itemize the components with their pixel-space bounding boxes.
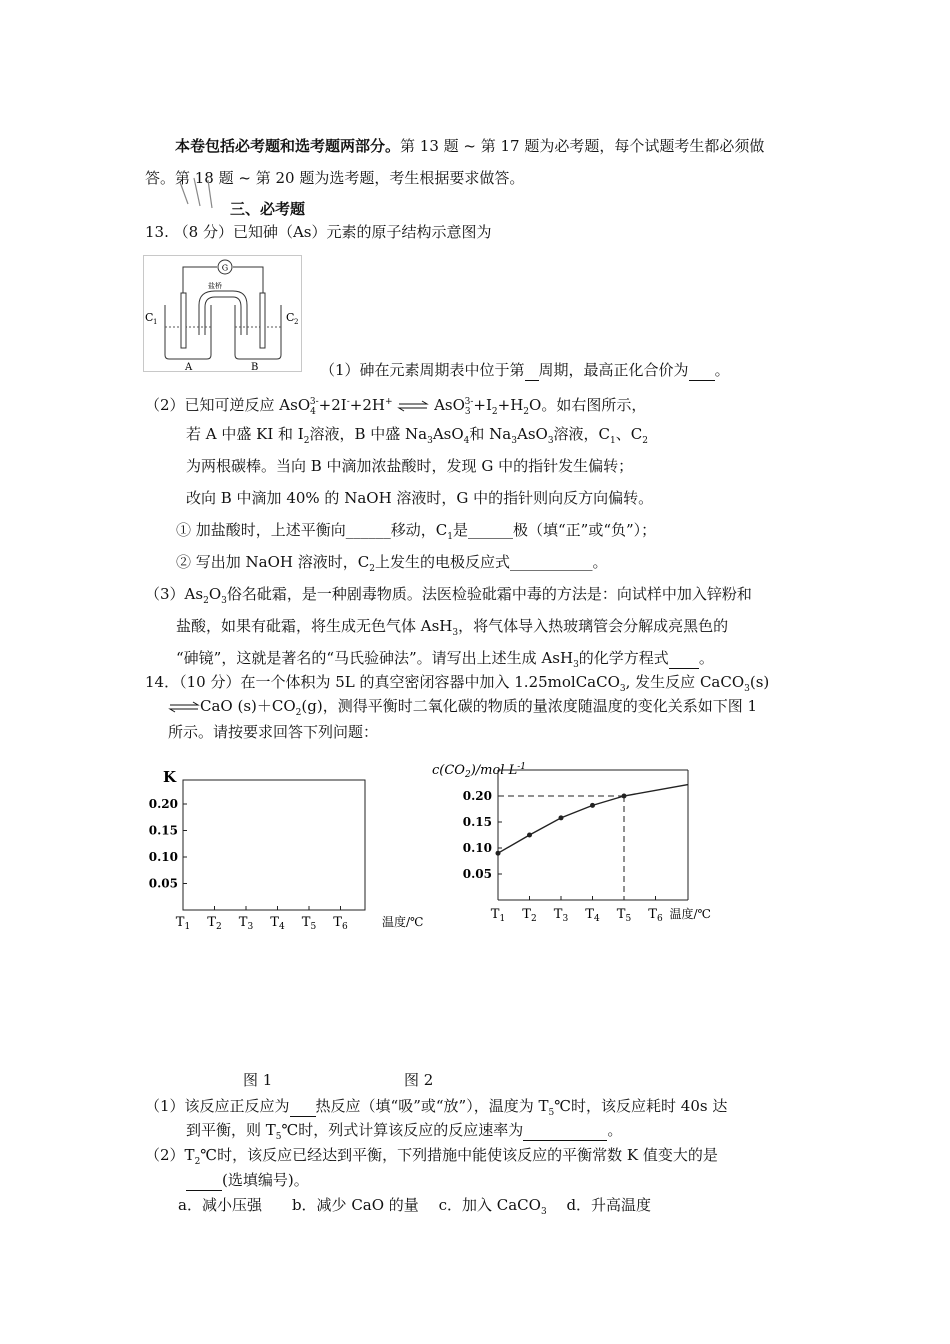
chart-k-vs-temperature [145,762,424,934]
series-line [498,785,688,854]
q13-part3-line3: “砷镜”，这就是著名的“马氏验砷法”。请写出上述生成 AsH$_3$的化学方程式 。 [176,649,714,670]
equilibrium-arrow-icon [169,702,199,712]
plot-frame [183,780,365,910]
q13-part2-line2: 若 A 中盛 KI 和 $I_2$溶液，B 中盛 $Na_3AsO_4$和 $Na_3AsO_3$溶液，$C_1$、$C_2$ [186,425,648,446]
x-tick-label: $T_5$ [616,907,632,924]
q14-options: a．减小压强 b．减少 CaO 的量 c．加入 CaCO$_3$ d．升高温度 [178,1196,652,1217]
x-tick-label: $T_2$ [522,907,537,924]
data-point [559,815,564,820]
y-tick-label: 0.05 [462,867,492,881]
y-axis-label: K [163,768,177,786]
equilibrium-arrow-icon [398,401,428,411]
svg-text:C: C [286,311,295,324]
y-tick-label: 0.15 [148,823,178,838]
q14-part2-line2: (选填编号)。 [186,1170,309,1191]
q13-part2-line1: （2）已知可逆反应 AsO$_4^{3-}$+2I-+2H+ $AsO_3^{3-}+I_2+H_2O$。如右图所示， [145,396,647,417]
q14-line3: 所示。请按要求回答下列问题： [168,723,379,741]
blank [523,1120,607,1141]
x-tick-label: $T_5$ [301,915,317,932]
x-tick-label: $T_4$ [270,915,285,932]
blank [689,360,715,381]
y-tick-label: 0.05 [148,876,178,891]
section-title: 三、必考题 [230,200,306,218]
data-point [590,803,595,808]
svg-text:A: A [185,362,193,373]
q13-part1: （1）砷在元素周期表中位于第 周期，最高正化合价为 。 [320,361,730,379]
x-tick-label: $T_2$ [207,915,222,932]
q13-number: 13. [145,223,169,241]
q13-part2-line4: 改向 B 中滴加 40% 的 NaOH 溶液时，G 中的指针则向反方向偏转。 [186,489,654,507]
intro-line-1 [175,136,764,156]
y-axis-label: $c(CO_2)$/mol $L^{-1}$ [432,762,527,780]
q14-part1-line2: 到平衡，则 $T_5℃$时，列式计算该反应的反应速率为 。 [186,1121,623,1142]
q13-stem-text: （8 分）已知砷（As）元素的原子结构示意图为 [173,223,492,241]
q13-stem [145,222,492,242]
y-tick-label: 0.20 [148,797,178,811]
y-tick-label: 0.10 [148,850,178,864]
q13-part2-q2: ② 写出加 NaOH 溶液时，$C_2$上发生的电极反应式___________。 [176,553,608,574]
blank [525,360,539,381]
x-axis-label: 温度/℃ [382,915,424,929]
y-tick-label: 0.15 [462,815,492,829]
q14-line2: CaO $(s)+CO_2(g)$，测得平衡时二氧化碳的物质的量浓度随温度的变化关系如下图 1 [168,696,757,723]
data-point [496,851,501,856]
x-tick-label: $T_3$ [238,915,254,932]
data-point [527,833,532,838]
y-tick-label: 0.10 [462,841,492,855]
galvanic-cell-figure [143,255,303,373]
chart-co2-vs-temperature [428,758,728,934]
x-tick-label: $T_6$ [333,915,348,932]
blank [290,1096,316,1117]
q13-part3-line1: $(3)As_2O_3$俗名砒霜，是一种剧毒物质。法医检验砒霜中毒的方法是：向试样中加入锌粉和 [145,585,752,606]
q14-part2: $(2)T_2℃$时，该反应已经达到平衡，下列措施中能使该反应的平衡常数 K 值变大的是 [145,1146,718,1167]
blank [669,648,699,669]
q14-line1: 14．（10 分）在一个体积为 5L 的真空密闭容器中加入 1.25molCaCO$_3$, 发生反应 CaCO$_3$(s) [145,673,770,694]
svg-text:C: C [145,311,154,324]
svg-text:1: 1 [153,318,158,326]
q14-part1: （1）该反应正反应为 热反应（填“吸”或“放”），温度为 $T_5℃$时，该反应耗时 40s 达 [145,1097,728,1118]
x-tick-label: $T_4$ [585,907,600,924]
intro-rest-1: 第 13 题 ~ 第 17 题为必考题，每个试题考生都必须做 [400,137,765,155]
x-tick-label: $T_1$ [175,915,191,932]
q13-part2-line3: 为两根碳棒。当向 B 中滴加浓盐酸时，发现 G 中的指针发生偏转； [186,457,634,475]
svg-text:G: G [221,263,229,273]
x-tick-label: $T_6$ [648,907,663,924]
x-tick-label: $T_3$ [553,907,569,924]
x-axis-label: 温度/℃ [669,907,711,921]
svg-text:2: 2 [294,318,299,326]
svg-text:B: B [251,362,259,373]
blank [186,1170,222,1191]
fig2-caption: 图 2 [404,1071,434,1089]
svg-text:盐桥: 盐桥 [208,282,222,290]
intro-line-2: 答。第 18 题 ~ 第 20 题为选考题，考生根据要求做答。 [145,169,525,187]
q13-part2-q1: ① 加盐酸时，上述平衡向______移动，$C_1$是______极（填“正”或“负”）； [176,521,657,542]
x-tick-label: $T_1$ [490,907,506,924]
q14-number: 14． [145,673,180,691]
q13-part3-line2: 盐酸，如果有砒霜，将生成无色气体 AsH$_3$，将气体导入热玻璃管会分解成亮黑色的 [176,617,729,638]
intro-bold: 本卷包括必考题和选考题两部分。 [175,137,401,155]
fig1-caption: 图 1 [243,1071,273,1089]
y-tick-label: 0.20 [462,789,492,803]
